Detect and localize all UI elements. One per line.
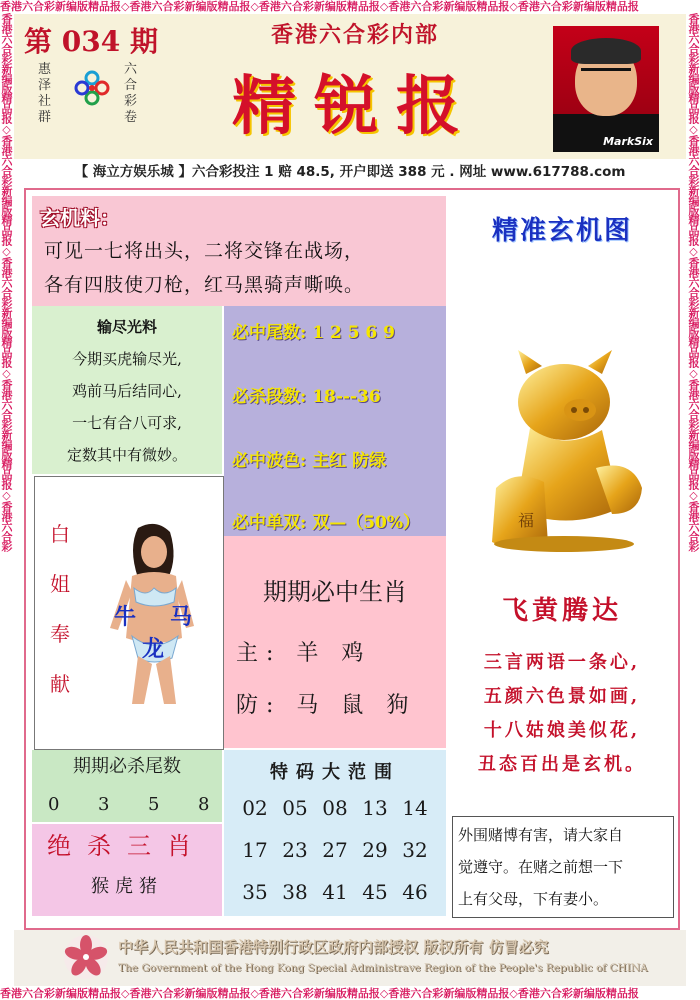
special-number: 46 <box>402 880 428 904</box>
kill-tail-num: 5 <box>148 794 160 815</box>
special-number: 23 <box>282 838 308 862</box>
side-char-2: 姐 <box>50 572 70 596</box>
warning-line-1: 外围赌博有害，请大家自 <box>458 826 624 844</box>
special-number: 13 <box>362 796 388 820</box>
lose-all-line-2: 鸡前马后结同心, <box>72 382 182 400</box>
special-number: 41 <box>322 880 348 904</box>
special-number: 27 <box>322 838 348 862</box>
special-number: 17 <box>242 838 268 862</box>
header-subtitle: 香港六合彩内部 <box>270 22 439 48</box>
side-char-4: 献 <box>50 672 70 696</box>
riddle-title: 玄机料： <box>40 206 120 230</box>
issue-number: 第 034 期 <box>24 25 158 58</box>
lose-all-line-3: 一七有合八可求, <box>72 414 182 432</box>
lottery-label-1: 六 <box>124 62 138 77</box>
zodiac-tag-horse: 马 <box>170 604 193 630</box>
special-number-title: 特码大范围 <box>270 762 400 783</box>
kill-tail-num: 3 <box>98 794 110 815</box>
warning-line-2: 觉遵守。在赌之前想一下 <box>458 858 624 876</box>
footer-authorization: 中华人民共和国香港特别行政区政府内部授权 版权所有 仿冒必究 <box>118 938 549 956</box>
special-number: 14 <box>402 796 428 820</box>
page-title: 精锐报 <box>232 69 478 144</box>
community-label-4: 群 <box>38 110 52 125</box>
fortune-heading: 飞黄腾达 <box>501 596 622 626</box>
poem-line-3: 十八姑娘美似花, <box>483 720 641 741</box>
poem-line-4: 丑态百出是玄机。 <box>478 754 646 775</box>
riddle-image-title: 精准玄机图 <box>491 216 632 246</box>
zodiac-tag-ox: 牛 <box>114 604 137 630</box>
footer-english: The Government of the Hong Kong Special Administrave Region of the People's Republic of CHINA <box>118 962 648 974</box>
lottery-label-3: 彩 <box>124 94 138 109</box>
special-number: 29 <box>362 838 388 862</box>
zodiac-tag-dragon: 龙 <box>142 636 165 662</box>
special-number: 32 <box>402 838 428 862</box>
lose-all-line-4: 定数其中有微妙。 <box>66 446 187 464</box>
must-hit-tail: 必中尾数: 1 2 5 6 9 <box>232 323 396 343</box>
community-label-3: 社 <box>38 94 52 109</box>
special-number: 02 <box>242 796 268 820</box>
top-ticker: 香港六合彩新编版精品报◇香港六合彩新编版精品报◇香港六合彩新编版精品报◇香港六合彩新编版精品报◇香港六合彩新编版精品报 <box>0 0 700 13</box>
host-photo <box>553 26 659 152</box>
community-label-2: 泽 <box>38 78 52 93</box>
community-label-1: 惠 <box>38 62 52 77</box>
must-hit-color: 必中波色: 主红 防绿 <box>232 451 387 471</box>
kill-tail-num: 0 <box>48 794 60 815</box>
warning-line-3: 上有父母，下有妻小。 <box>458 890 609 908</box>
kill-tail-num: 8 <box>198 794 210 815</box>
poem-line-1: 三言两语一条心, <box>483 652 641 673</box>
side-char-3: 奉 <box>50 622 70 646</box>
kill-three-title: 绝杀三肖 <box>47 832 207 860</box>
zodiac-pick-title: 期期必中生肖 <box>263 578 407 606</box>
special-number: 08 <box>322 796 348 820</box>
poem-line-2: 五颜六色景如画, <box>483 686 641 707</box>
must-hit-odd-even: 必中单双: 双—（50%） <box>232 513 421 533</box>
golden-pig-icon <box>456 318 668 562</box>
riddle-line-2: 各有四肢使刀枪，红马黑骑声嘶唤。 <box>44 274 365 296</box>
advertisement-bar: 【 海立方娱乐城 】六合彩投注 1 赔 48.5, 开户即送 388 元 . 网址 www.617788.com <box>14 160 686 184</box>
lose-all-line-1: 今期买虎输尽光, <box>72 350 182 368</box>
side-char-1: 白 <box>50 522 70 546</box>
lottery-label-4: 卷 <box>124 110 138 125</box>
special-number: 05 <box>282 796 308 820</box>
special-number: 38 <box>282 880 308 904</box>
pig-caption: 福 <box>518 511 535 530</box>
kill-three-zodiacs: 猴虎猪 <box>91 876 163 897</box>
riddle-image <box>456 318 668 562</box>
flower-logo-icon <box>74 70 110 106</box>
lose-all-title: 输尽光料 <box>96 318 157 336</box>
kill-tail-title: 期期必杀尾数 <box>73 756 181 777</box>
zodiac-backup: 防: 马 鼠 狗 <box>236 693 417 718</box>
special-number: 45 <box>362 880 388 904</box>
special-number: 35 <box>242 880 268 904</box>
lottery-label-2: 合 <box>124 78 138 93</box>
bauhinia-emblem-icon <box>62 933 110 981</box>
right-ticker: 香港六合彩新编版精品报◇香港六合彩新编版精品报◇香港六合彩新编版精品报◇香港六合彩新编版精品报◇香港六合彩 <box>687 13 700 551</box>
riddle-line-1: 可见一七将出头，二将交锋在战场， <box>44 240 365 262</box>
marksix-logo: MarkSix <box>603 135 653 148</box>
left-ticker: 香港六合彩新编版精品报◇香港六合彩新编版精品报◇香港六合彩新编版精品报◇香港六合彩新编版精品报◇香港六合彩 <box>0 13 13 551</box>
must-kill-range: 必杀段数: 18---36 <box>232 387 381 407</box>
bottom-ticker: 香港六合彩新编版精品报◇香港六合彩新编版精品报◇香港六合彩新编版精品报◇香港六合彩新编版精品报◇香港六合彩新编版精品报 <box>0 987 700 1000</box>
zodiac-main: 主: 羊 鸡 <box>236 641 372 666</box>
